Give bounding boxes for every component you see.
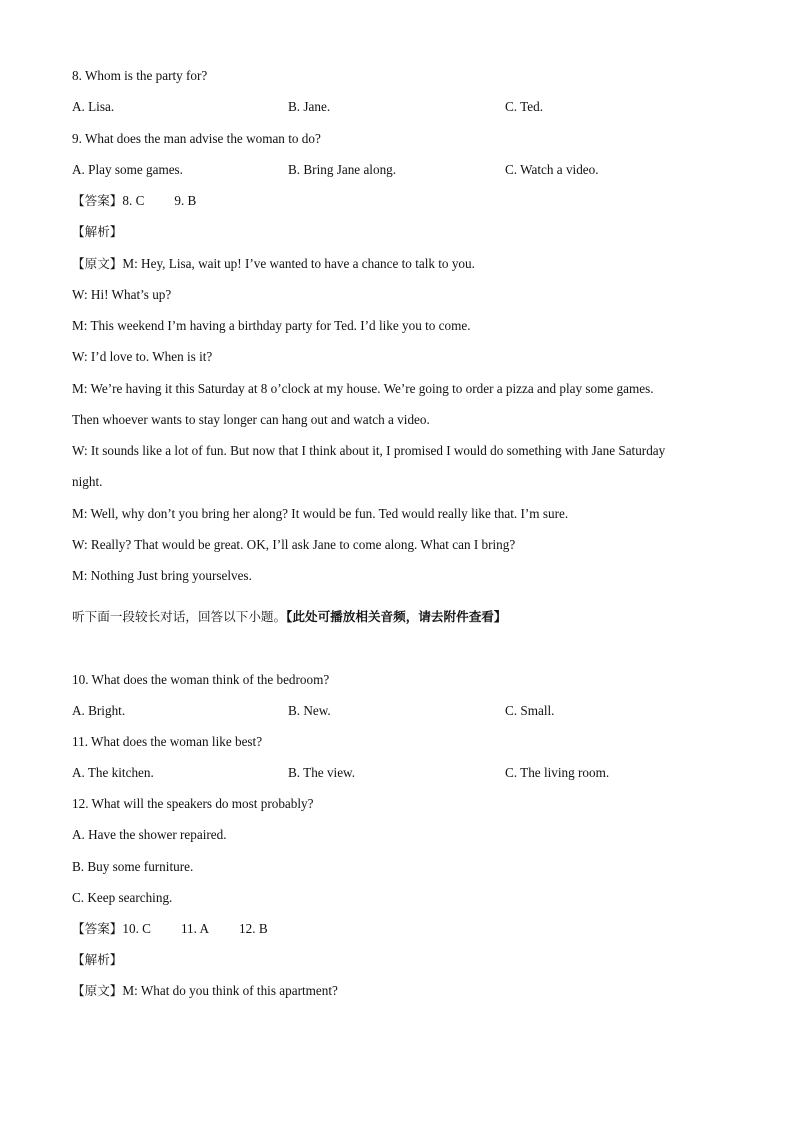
answer-12: 12. B (239, 921, 268, 936)
transcript-line: M: Nothing Just bring yourselves. (72, 568, 252, 583)
option-c: C. Watch a video. (505, 162, 599, 177)
analysis-label: 【解析】 (72, 952, 123, 967)
transcript-label: 【原文】 (72, 256, 123, 271)
question-11: 11. What does the woman like best? (72, 734, 263, 749)
answer-label: 【答案】 (72, 921, 123, 936)
transcript-text: M: What do you think of this apartment? (122, 983, 338, 998)
transcript-text: M: Hey, Lisa, wait up! I’ve wanted to have a chance to talk to you. (122, 256, 475, 271)
option-b: B. Bring Jane along. (288, 162, 397, 177)
transcript-line (72, 983, 338, 999)
question-8: 8. Whom is the party for? (72, 68, 208, 83)
listening-instruction (72, 609, 506, 625)
transcript-line: W: Hi! What’s up? (72, 287, 172, 302)
option-c: C. Ted. (505, 99, 544, 114)
question-12: 12. What will the speakers do most probably? (72, 796, 314, 811)
option-b: B. Jane. (288, 99, 331, 114)
answer-label: 【答案】 (72, 193, 123, 208)
option-b: B. New. (288, 703, 331, 718)
option-a: A. Have the shower repaired. (72, 827, 227, 842)
answer-8: 8. C (122, 193, 145, 208)
transcript-line: M: We’re having it this Saturday at 8 o’clock at my house. We’re going to order a pizza and play some games. (72, 381, 654, 396)
option-b: B. The view. (288, 765, 356, 780)
transcript-line: W: I’d love to. When is it? (72, 349, 213, 364)
answer-line (72, 921, 268, 937)
question-9: 9. What does the man advise the woman to do? (72, 131, 321, 146)
audio-note: 【此处可播放相关音频，请去附件查看】 (286, 609, 507, 624)
answer-line (72, 193, 196, 209)
transcript-label: 【原文】 (72, 983, 123, 998)
transcript-line: night. (72, 474, 103, 489)
answer-10: 10. C (122, 921, 151, 936)
answer-11: 11. A (180, 921, 210, 936)
transcript-line: M: This weekend I’m having a birthday party for Ted. I’d like you to come. (72, 318, 471, 333)
option-c: C. Keep searching. (72, 890, 173, 905)
transcript-line: Then whoever wants to stay longer can hang out and watch a video. (72, 412, 430, 427)
option-b: B. Buy some furniture. (72, 859, 194, 874)
option-a: A. Bright. (72, 703, 126, 718)
transcript-line: W: It sounds like a lot of fun. But now that I think about it, I promised I would do something with Jane Saturday (72, 443, 666, 458)
option-a: A. Lisa. (72, 99, 115, 114)
option-a: A. The kitchen. (72, 765, 154, 780)
option-c: C. The living room. (505, 765, 610, 780)
answer-9: 9. B (174, 193, 197, 208)
question-10: 10. What does the woman think of the bedroom? (72, 672, 330, 687)
transcript-line (72, 256, 475, 272)
transcript-line: W: Really? That would be great. OK, I’ll ask Jane to come along. What can I bring? (72, 537, 516, 552)
transcript-line: M: Well, why don’t you bring her along? It would be fun. Ted would really like that. I’m sure. (72, 506, 569, 521)
option-a: A. Play some games. (72, 162, 183, 177)
option-c: C. Small. (505, 703, 555, 718)
analysis-label: 【解析】 (72, 224, 123, 239)
instruction-text: 听下面一段较长对话，回答以下小题。 (72, 609, 287, 624)
